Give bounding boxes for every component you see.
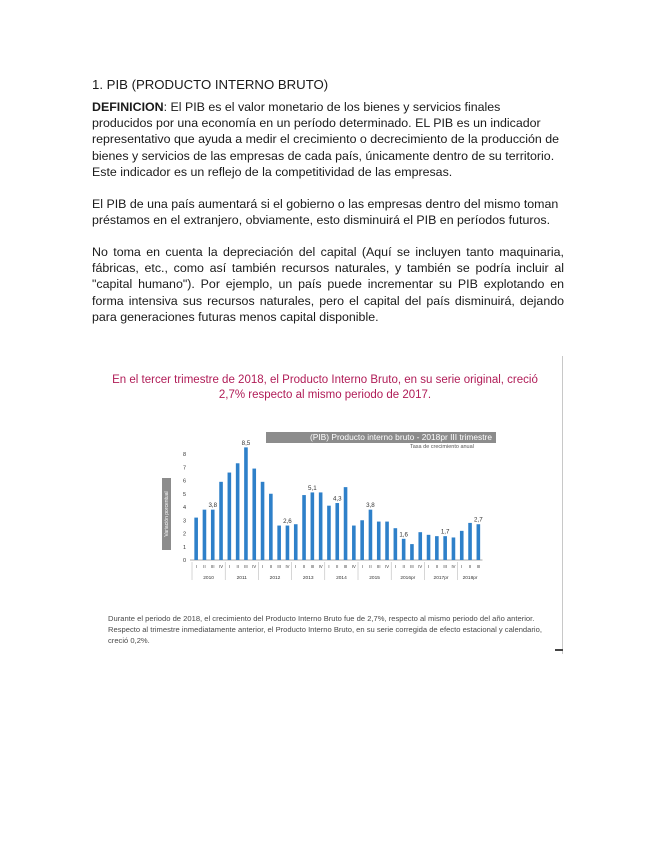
x-tick-label: IV [252, 564, 257, 569]
figure-headline: En el tercer trimestre de 2018, el Producto Interno Bruto, en su serie original, creció 2,7% respecto al mismo periodo de 2017. [112, 374, 538, 401]
figure-border [562, 356, 563, 654]
x-tick-label: II [435, 564, 439, 569]
y-tick-label: 5 [182, 491, 186, 498]
chart-title: (PIB) Producto interno bruto - 2018pr III trimestre [309, 432, 492, 442]
paragraph-line: forma intensiva sus recursos naturales, pero el capital del país disminuirá, dejando [92, 293, 564, 308]
chart-bar [203, 510, 207, 560]
chart-bar [236, 463, 240, 560]
y-axis-label: Variación porcentual [163, 491, 170, 537]
x-tick-label: III [310, 564, 315, 569]
year-label: 2015 [369, 576, 380, 581]
x-tick-label: III [476, 564, 481, 569]
year-label: 2014 [336, 576, 347, 581]
y-tick-label: 0 [182, 558, 186, 564]
x-tick-label: II [236, 564, 239, 569]
paragraph-depreciation [92, 244, 564, 325]
chart-bar [352, 526, 356, 560]
data-label: 2,7 [474, 516, 483, 524]
paragraph-line: fábricas, etc., como así también recursos naturales, y también se podría incluir al [92, 261, 564, 276]
chart-bar [302, 495, 306, 560]
x-tick-label: II [302, 564, 306, 569]
paragraph-line: "capital humano"). Por ejemplo, un país puede incrementar su PIB explotando en [92, 277, 564, 292]
x-tick-label: II [203, 564, 206, 569]
paragraph-line: No toma en cuenta la depreciación del capital (Aquí se incluyen tanto maquinaria, [92, 245, 564, 259]
x-tick-label: III [377, 564, 381, 569]
chart-title-band [266, 432, 496, 443]
chart-bar [385, 522, 389, 560]
x-tick-label: II [468, 564, 472, 569]
chart-bar [410, 544, 414, 560]
chart-bar [427, 535, 431, 560]
x-tick-label: III [443, 564, 447, 569]
chart-bar [335, 503, 339, 560]
chart-bar [360, 520, 364, 560]
chart-bar [344, 487, 348, 560]
year-label: 2010 [203, 576, 214, 581]
x-tick-label: II [269, 564, 273, 569]
figure-caption: Durante el periodo de 2018, el crecimiento del Producto Interno Bruto fue de 2,7%, respecto al mismo periodo del año anterior. Respecto al trimestre inmediatamente anterior, el Producto Interno Bruto, en su serie corregida de efecto estacional y calendario, creció 0,2%. [108, 614, 542, 646]
x-tick-label: I [228, 564, 230, 569]
x-tick-label: I [394, 564, 396, 569]
data-label: 1,7 [440, 528, 450, 536]
y-tick-label: 2 [182, 531, 186, 538]
x-tick-label: IV [451, 564, 456, 569]
chart-bar [286, 526, 290, 560]
year-label: 2018pr [462, 576, 478, 581]
corner-mark [555, 649, 563, 651]
chart-bar [468, 523, 472, 560]
x-tick-label: I [195, 564, 197, 569]
x-tick-label: III [277, 564, 281, 569]
chart-bar [294, 524, 298, 560]
data-label: 3,8 [366, 502, 375, 510]
paragraph-line: para generaciones futuras menos capital disponible. [92, 309, 379, 324]
x-tick-label: III [244, 564, 248, 569]
y-tick-label: 4 [182, 505, 186, 511]
chart-bar [311, 492, 315, 560]
year-label: 2016pr [400, 576, 416, 581]
chart-bar [261, 482, 265, 560]
y-tick-label: 8 [182, 452, 186, 458]
paragraph-borrowing: El PIB de una país aumentará si el gobierno o las empresas dentro del mismo toman préstamos en el extranjero, obviamente, esto disminuirá el PIB en períodos futuros. [92, 197, 559, 228]
y-tick-label: 3 [182, 518, 186, 525]
chart-bar [418, 532, 422, 560]
data-label: 5,1 [308, 484, 317, 492]
data-label: 8,5 [241, 439, 251, 447]
data-label: 2,6 [283, 518, 292, 526]
year-label: 2013 [302, 576, 314, 581]
x-tick-label: IV [285, 564, 290, 569]
x-tick-label: II [402, 564, 405, 569]
x-tick-label: III [410, 564, 414, 569]
x-tick-label: II [336, 564, 339, 569]
chart-bar [394, 528, 398, 560]
chart-bar [369, 510, 373, 560]
x-tick-label: I [461, 564, 463, 569]
x-tick-label: I [427, 564, 430, 569]
chart-bar [327, 506, 331, 560]
chart-bar [194, 518, 198, 560]
chart-bar [277, 526, 281, 560]
chart-bar [219, 482, 223, 560]
x-tick-label: IV [219, 564, 224, 569]
chart-bar [244, 447, 248, 560]
chart-bar [228, 473, 232, 560]
year-label: 2011 [236, 576, 247, 581]
chart-bar [477, 524, 481, 560]
data-label: 3,8 [208, 502, 218, 510]
chart-bar [402, 539, 406, 560]
x-tick-label: IV [385, 564, 390, 569]
chart-bar [319, 492, 323, 560]
data-label: 4,3 [332, 495, 342, 503]
chart-bar [269, 494, 273, 560]
year-label: 2017pr [433, 576, 449, 581]
x-tick-label: III [211, 564, 215, 569]
definition-text: : El PIB es el valor monetario de los bienes y servicios finales producidos por una economía en un período determinado. EL PIB es un indicador representativo que ayuda a medir el crecimiento o decrecimiento de la producción de bienes y servicios de las empresas de cada país, únicamente dentro de su territorio. Este indicador es un reflejo de la competitividad de las empresas. [92, 100, 559, 179]
y-tick-label: 1 [182, 544, 186, 551]
x-tick-label: II [369, 564, 372, 569]
chart-bar [460, 531, 464, 560]
chart-bar [252, 469, 256, 560]
chart-subtitle: Tasa de crecimiento anual [410, 444, 474, 450]
x-tick-label: IV [318, 564, 323, 569]
definition-term: DEFINICION [92, 100, 164, 114]
x-tick-label: I [328, 564, 330, 569]
x-tick-label: III [343, 564, 348, 569]
chart-bar [377, 522, 381, 560]
year-label: 2012 [269, 576, 281, 581]
x-tick-label: I [361, 564, 363, 569]
chart-bar [435, 536, 439, 560]
definition-paragraph [92, 99, 564, 180]
x-tick-label: I [261, 564, 264, 569]
chart-bar [452, 537, 456, 560]
y-tick-label: 7 [182, 465, 186, 472]
section-heading: 1. PIB (PRODUCTO INTERNO BRUTO) [92, 77, 329, 92]
x-tick-label: IV [351, 564, 356, 569]
x-tick-label: IV [418, 564, 423, 569]
chart-bar [211, 510, 215, 560]
x-tick-label: I [295, 564, 297, 569]
data-label: 1,6 [399, 531, 408, 539]
chart-bar [443, 536, 447, 560]
y-tick-label: 6 [182, 478, 186, 485]
